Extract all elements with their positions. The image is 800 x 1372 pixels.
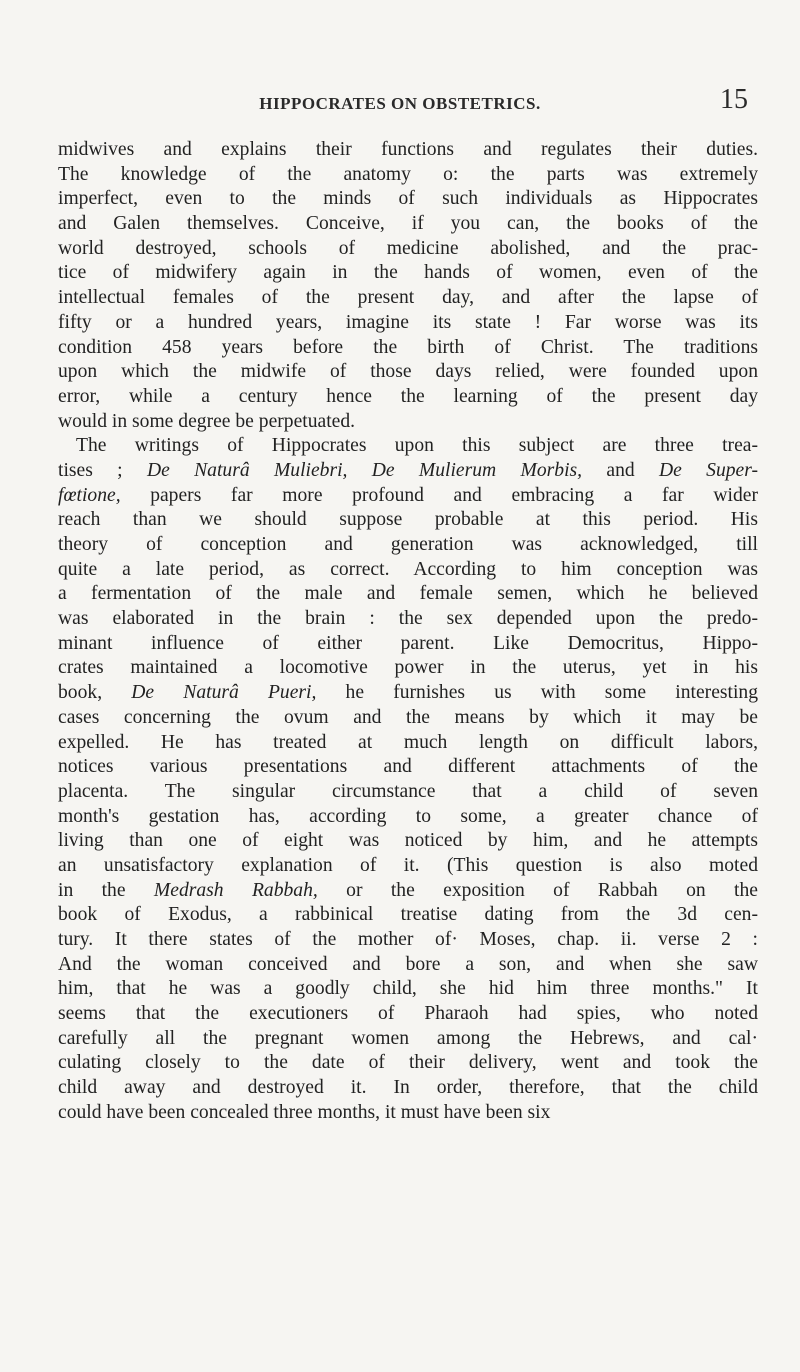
text-line: was elaborated in the brain : the sex depended upon the predo- — [58, 608, 758, 630]
text-line: a fermentation of the male and female semen, which he believed — [58, 583, 758, 605]
text-line: an unsatisfactory explanation of it. (This question is also moted — [58, 854, 758, 876]
text-segment: or the exposition of Rabbah on the — [317, 879, 758, 901]
text-line: error, while a century hence the learning of the present day — [58, 385, 758, 407]
italic-title: De Naturâ Muliebri, De Mulierum Morbis, — [146, 459, 583, 481]
italic-title: Medrash Rabbah, — [153, 879, 318, 901]
text-line: The writings of Hippocrates upon this subject are three trea- — [76, 435, 758, 457]
text-line: month's gestation has, according to some, a greater chance of — [58, 805, 758, 827]
text-line: would in some degree be perpetuated. — [58, 410, 356, 432]
text-line — [58, 681, 758, 706]
text-line: culating closely to the date of their delivery, went and took the — [58, 1052, 758, 1074]
text-line: minant influence of either parent. Like Democritus, Hippo- — [58, 632, 758, 654]
text-line: living than one of eight was noticed by him, and he attempts — [58, 830, 758, 852]
body-text — [58, 138, 758, 1126]
text-line: intellectual females of the present day, and after the lapse of — [58, 287, 758, 309]
text-line: tury. It there states of the mother of· Moses, chap. ii. verse 2 : — [58, 929, 758, 950]
text-line: quite a late period, as correct. According to him conception was — [58, 558, 758, 580]
text-line: expelled. He has treated at much length on difficult labors, — [58, 731, 758, 753]
running-head: HIPPOCRATES ON OBSTETRICS. — [259, 94, 541, 113]
text-segment: book, — [58, 682, 132, 704]
text-line: The knowledge of the anatomy o: the parts was extremely — [58, 163, 758, 185]
text-line: notices various presentations and different attachments of the — [58, 756, 758, 778]
text-line: crates maintained a locomotive power in the uterus, yet in his — [58, 657, 758, 679]
text-line: child away and destroyed it. In order, therefore, that the child — [58, 1077, 758, 1099]
text-segment: he furnishes us with some interesting — [316, 682, 759, 704]
text-line — [58, 459, 758, 484]
text-line: seems that the executioners of Pharaoh had spies, who noted — [58, 1003, 758, 1025]
text-line: world destroyed, schools of medicine abolished, and the prac- — [58, 237, 758, 259]
text-line: book of Exodus, a rabbinical treatise dating from the 3d cen- — [58, 904, 758, 926]
text-segment: tises ; — [58, 459, 147, 481]
text-line: cases concerning the ovum and the means by which it may be — [58, 706, 758, 728]
text-line: imperfect, even to the minds of such individuals as Hippocrates — [58, 188, 758, 210]
text-line: fifty or a hundred years, imagine its state ! Far worse was its — [58, 311, 758, 333]
text-line: midwives and explains their functions and regulates their duties. — [58, 139, 758, 160]
text-line — [58, 484, 758, 509]
text-line: carefully all the pregnant women among the Hebrews, and cal· — [58, 1027, 758, 1049]
text-line: placenta. The singular circumstance that a child of seven — [58, 780, 758, 802]
italic-title: fœtione, — [58, 484, 121, 506]
text-line — [58, 879, 758, 904]
text-line: tice of midwifery again in the hands of women, even of the — [58, 262, 758, 284]
text-line: and Galen themselves. Conceive, if you can, the books of the — [58, 213, 758, 235]
text-line: theory of conception and generation was acknowledged, till — [58, 534, 758, 555]
page-number: 15 — [720, 84, 748, 115]
text-line: upon which the midwife of those days relied, were founded upon — [58, 361, 758, 383]
text-segment: in the — [58, 879, 154, 901]
text-segment: papers far more profound and embracing a far wider — [120, 484, 758, 506]
text-line: And the woman conceived and bore a son, and when she saw — [58, 953, 758, 975]
text-segment: and — [582, 459, 659, 481]
page-header — [0, 84, 800, 124]
italic-title: De Naturâ Pueri, — [131, 682, 317, 704]
italic-title: De Super- — [659, 459, 759, 481]
text-line: him, that he was a goodly child, she hid him three months." It — [58, 978, 758, 1000]
text-line: reach than we should suppose probable at this period. His — [58, 509, 758, 531]
text-line: condition 458 years before the birth of Christ. The traditions — [58, 336, 758, 358]
text-line: could have been concealed three months, it must have been six — [58, 1101, 551, 1123]
